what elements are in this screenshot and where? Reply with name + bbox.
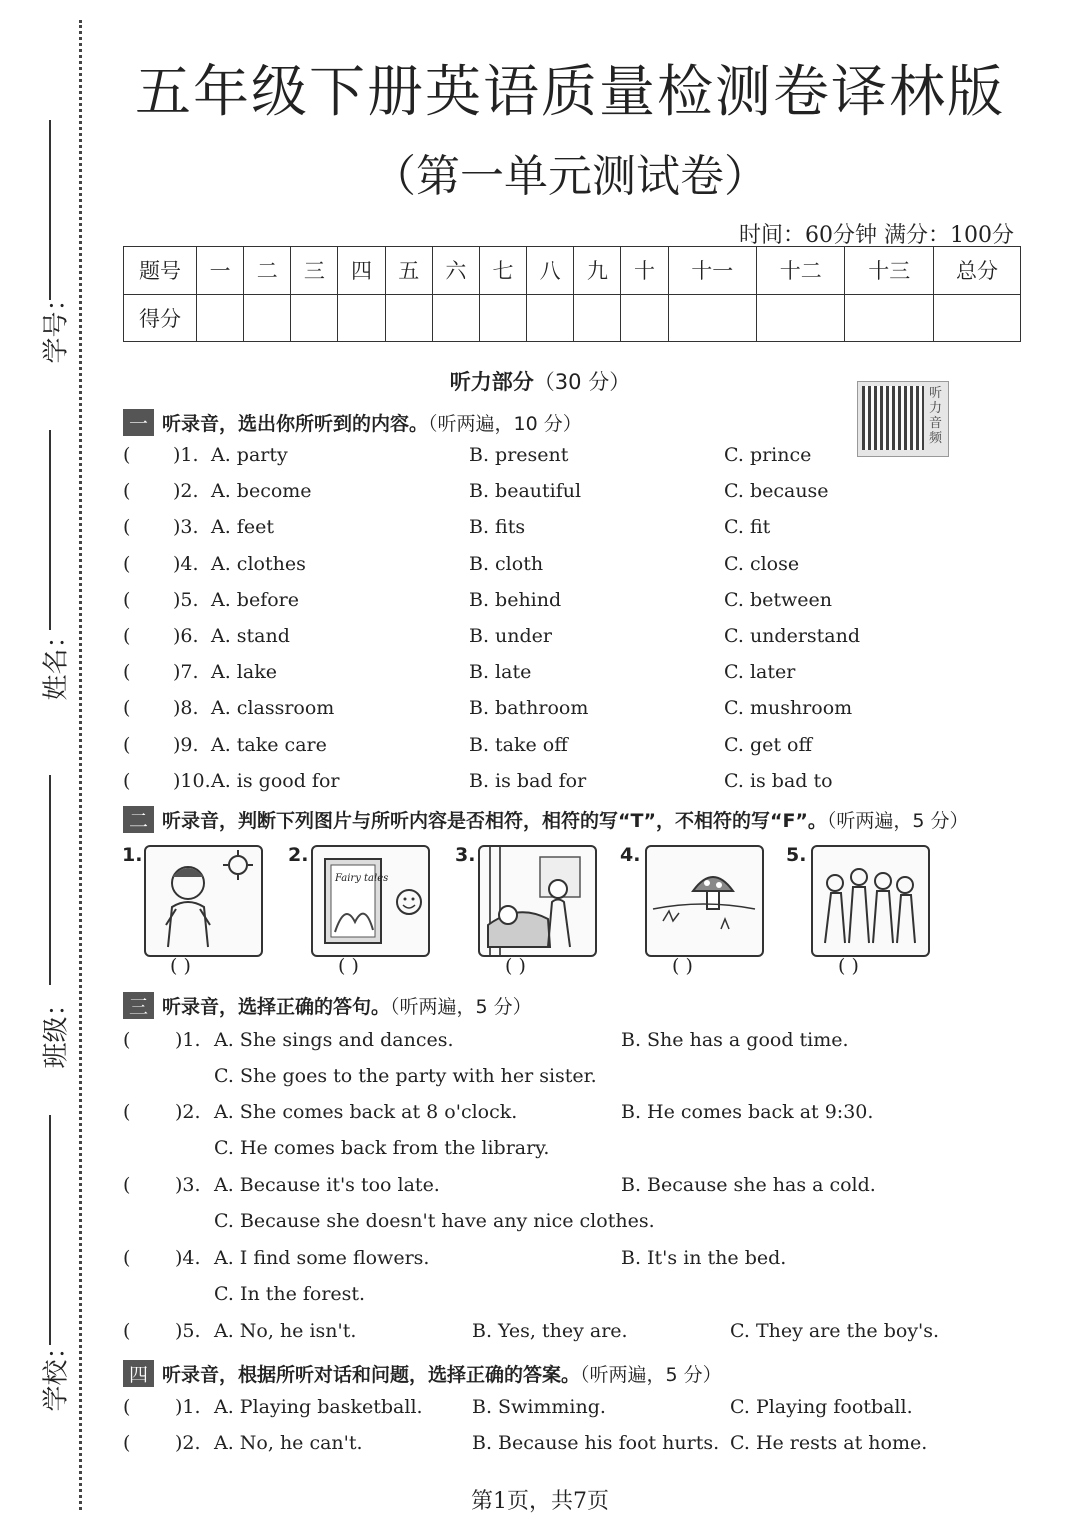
- option-b[interactable]: B. Because his foot hurts.: [472, 1432, 720, 1454]
- question-number: )5.: [175, 1320, 201, 1342]
- answer-paren[interactable]: (: [123, 697, 131, 720]
- picture-number: 1.: [122, 844, 143, 866]
- section-1-heading: [123, 409, 582, 436]
- score-header-cell: 五: [385, 247, 432, 295]
- option-b[interactable]: B. fits: [469, 516, 526, 539]
- option-a[interactable]: A. lake: [211, 661, 277, 684]
- option-a[interactable]: A. No, he can't.: [214, 1432, 363, 1454]
- score-cell[interactable]: [757, 294, 845, 342]
- picture-5-people-party: [811, 845, 930, 957]
- score-header-row: [124, 247, 1021, 295]
- name-field[interactable]: [14, 430, 74, 710]
- question-number: )6.: [173, 625, 199, 647]
- option-b[interactable]: B. He comes back at 9:30.: [621, 1101, 874, 1123]
- boy-cold-icon: [146, 847, 261, 955]
- option-c[interactable]: C. prince: [724, 444, 812, 466]
- mushroom-icon: [647, 847, 762, 955]
- answer-paren[interactable]: (: [123, 625, 131, 647]
- section-note: （听两遍，5 分）: [826, 810, 969, 832]
- question-row: [123, 697, 1023, 727]
- answer-paren[interactable]: (: [123, 1029, 131, 1051]
- option-a[interactable]: A. is good for: [211, 769, 340, 792]
- score-row-label: 得分: [124, 294, 197, 342]
- answer-paren[interactable]: (: [123, 769, 131, 792]
- question-number: )10.: [173, 769, 211, 792]
- option-c[interactable]: C. later: [724, 661, 796, 684]
- option-c[interactable]: C. They are the boy's.: [730, 1320, 940, 1342]
- question-number: )4.: [173, 552, 199, 575]
- section-note: （听两遍，5 分）: [580, 1364, 722, 1386]
- page-footer: 第1页，共7页: [471, 1489, 609, 1514]
- question-row: [123, 1247, 1023, 1305]
- question-row: [123, 1029, 1023, 1087]
- score-cell[interactable]: [845, 294, 934, 342]
- picture-number: 4.: [620, 844, 641, 866]
- picture-4-mushroom: [645, 845, 764, 957]
- school-label: 学校：: [41, 1333, 72, 1412]
- option-b[interactable]: B. cloth: [469, 552, 544, 575]
- option-a[interactable]: A. become: [211, 480, 312, 503]
- section-note: （听两遍，5 分）: [390, 996, 532, 1018]
- score-header-cell: 十一: [668, 247, 756, 295]
- option-b[interactable]: B. take off: [469, 733, 568, 756]
- picture-number: 2.: [288, 844, 309, 866]
- answer-paren[interactable]: (: [123, 588, 131, 611]
- section-title: 听录音，选择正确的答句。: [162, 996, 391, 1018]
- score-header-cell: 二: [244, 247, 291, 295]
- question-number: )1.: [175, 1029, 201, 1051]
- score-cell[interactable]: [338, 294, 385, 342]
- option-c[interactable]: C. is bad to: [724, 769, 833, 792]
- score-cell[interactable]: [668, 294, 756, 342]
- option-b[interactable]: B. She has a good time.: [621, 1029, 849, 1051]
- qr-code-icon: [862, 386, 924, 450]
- page-title: 五年级下册英语质量检测卷译林版: [135, 60, 1005, 125]
- option-b[interactable]: B. is bad for: [469, 769, 587, 792]
- option-c[interactable]: C. He comes back from the library.: [214, 1137, 550, 1159]
- question-number: )3.: [173, 516, 199, 539]
- class-label: 班级：: [41, 990, 72, 1069]
- question-row: [123, 1101, 1023, 1159]
- question-number: )3.: [175, 1174, 201, 1196]
- question-row: [123, 1174, 1023, 1232]
- name-line: [49, 430, 51, 630]
- section-tag: 一: [123, 409, 154, 436]
- question-number: )7.: [173, 661, 199, 684]
- question-number: )9.: [173, 733, 199, 756]
- page-subtitle: （第一单元测试卷）: [372, 151, 768, 202]
- score-header-cell: 题号: [124, 247, 197, 295]
- option-c[interactable]: C. understand: [724, 625, 861, 647]
- option-c[interactable]: C. close: [724, 552, 800, 575]
- picture-2-fairy-tales-book: [311, 845, 430, 957]
- score-cell[interactable]: [479, 294, 526, 342]
- option-a[interactable]: A. before: [211, 588, 300, 611]
- question-row: [123, 444, 1023, 474]
- name-label: 姓名：: [41, 622, 72, 701]
- option-a[interactable]: A. No, he isn't.: [214, 1320, 357, 1342]
- answer-paren[interactable]: (: [123, 444, 131, 466]
- answer-blank[interactable]: ( ): [672, 955, 693, 977]
- answer-paren[interactable]: (: [123, 733, 131, 756]
- option-a[interactable]: A. She comes back at 8 o'clock.: [214, 1101, 518, 1123]
- part-title-text: 听力部分: [449, 370, 534, 394]
- school-line: [49, 1115, 51, 1345]
- answer-paren[interactable]: (: [123, 661, 131, 684]
- score-cell[interactable]: [197, 294, 244, 342]
- picture-number: 3.: [455, 844, 476, 866]
- option-a[interactable]: A. stand: [211, 625, 290, 647]
- option-c[interactable]: C. Playing football.: [730, 1396, 913, 1418]
- score-header-cell: 十二: [757, 247, 845, 295]
- score-header-cell: 六: [432, 247, 479, 295]
- question-row: [123, 589, 1023, 619]
- option-c[interactable]: C. In the forest.: [214, 1283, 366, 1305]
- score-cell[interactable]: [244, 294, 291, 342]
- option-a[interactable]: A. feet: [211, 516, 274, 539]
- option-b[interactable]: B. bathroom: [469, 697, 589, 720]
- question-row: [123, 1396, 1023, 1426]
- score-value-row: [124, 294, 1021, 342]
- score-table: [123, 246, 1021, 342]
- option-a[interactable]: A. She sings and dances.: [214, 1029, 454, 1051]
- option-b[interactable]: B. behind: [469, 588, 562, 611]
- option-a[interactable]: A. Because it's too late.: [214, 1174, 440, 1196]
- option-a[interactable]: A. clothes: [211, 552, 306, 575]
- option-a[interactable]: A. classroom: [211, 697, 335, 720]
- section-tag: 二: [123, 806, 154, 833]
- option-b[interactable]: B. under: [469, 625, 553, 647]
- option-c[interactable]: C. get off: [724, 733, 812, 756]
- option-c[interactable]: C. Because she doesn't have any nice clothes.: [214, 1210, 655, 1232]
- option-c[interactable]: C. She goes to the party with her sister.: [214, 1065, 597, 1087]
- question-row: [123, 661, 1023, 691]
- question-row: [123, 1320, 1023, 1350]
- student-id-label: 学号：: [41, 285, 72, 364]
- section-4-heading: [123, 1360, 722, 1387]
- option-a[interactable]: A. I find some flowers.: [214, 1247, 430, 1269]
- question-row: [123, 1432, 1023, 1462]
- option-c[interactable]: C. He rests at home.: [730, 1432, 928, 1454]
- score-cell[interactable]: [621, 294, 668, 342]
- score-cell[interactable]: [527, 294, 574, 342]
- answer-blank[interactable]: ( ): [170, 955, 191, 977]
- question-number: )8.: [173, 697, 199, 720]
- answer-paren[interactable]: (: [123, 1174, 131, 1196]
- option-b[interactable]: B. Because she has a cold.: [621, 1174, 876, 1196]
- section-title: 听录音，选出你所听到的内容。: [162, 413, 429, 435]
- picture-number: 5.: [786, 844, 807, 866]
- score-header-cell: 九: [574, 247, 621, 295]
- answer-blank[interactable]: ( ): [338, 955, 359, 977]
- binding-dotted-line: [79, 20, 82, 1510]
- score-cell[interactable]: [432, 294, 479, 342]
- question-row: [123, 516, 1023, 546]
- answer-blank[interactable]: ( ): [505, 955, 526, 977]
- answer-paren[interactable]: (: [123, 552, 131, 575]
- picture-3-child-in-bed: [478, 845, 597, 957]
- option-b[interactable]: B. late: [469, 661, 532, 684]
- option-c[interactable]: C. fit: [724, 516, 771, 539]
- section-note: （听两遍，10 分）: [428, 413, 582, 435]
- school-field[interactable]: [14, 1115, 74, 1415]
- question-number: )4.: [175, 1247, 201, 1269]
- answer-blank[interactable]: ( ): [838, 955, 859, 977]
- answer-paren[interactable]: (: [123, 516, 131, 539]
- option-c[interactable]: C. because: [724, 480, 829, 503]
- score-header-cell: 十: [621, 247, 668, 295]
- time-info: 时间：60分钟 满分：100分: [739, 223, 1014, 248]
- people-group-icon: [813, 847, 928, 955]
- section-3-heading: [123, 992, 532, 1019]
- score-cell[interactable]: [934, 294, 1021, 342]
- score-header-cell: 一: [197, 247, 244, 295]
- score-header-cell: 总分: [934, 247, 1021, 295]
- question-row: [123, 553, 1023, 583]
- answer-paren[interactable]: (: [123, 1432, 131, 1454]
- answer-paren[interactable]: (: [123, 1396, 131, 1418]
- student-id-field[interactable]: [14, 120, 74, 400]
- score-header-cell: 四: [338, 247, 385, 295]
- option-a[interactable]: A. party: [211, 444, 288, 466]
- question-number: )1.: [175, 1396, 201, 1418]
- answer-paren[interactable]: (: [123, 1247, 131, 1269]
- option-c[interactable]: C. between: [724, 588, 832, 611]
- answer-paren[interactable]: (: [123, 1101, 131, 1123]
- score-header-cell: 八: [527, 247, 574, 295]
- class-line: [49, 775, 51, 985]
- section-title: 听录音，根据所听对话和问题，选择正确的答案。: [162, 1364, 581, 1386]
- section-2-heading: [123, 806, 969, 833]
- answer-paren[interactable]: (: [123, 480, 131, 503]
- section-tag: 四: [123, 1360, 154, 1387]
- question-number: )2.: [175, 1101, 201, 1123]
- fairy-tale-book-icon: [313, 847, 428, 955]
- option-b[interactable]: B. beautiful: [469, 480, 582, 503]
- option-b[interactable]: B. Swimming.: [472, 1396, 606, 1418]
- score-header-cell: 十三: [845, 247, 934, 295]
- section-title: 听录音，判断下列图片与所听内容是否相符，相符的写“T”，不相符的写“F”。: [162, 810, 827, 832]
- score-cell[interactable]: [291, 294, 338, 342]
- question-number: )5.: [173, 588, 199, 611]
- student-id-line: [49, 120, 51, 300]
- picture-1-boy-sick: [144, 845, 263, 957]
- question-row: [123, 734, 1023, 764]
- answer-paren[interactable]: (: [123, 1320, 131, 1342]
- score-cell[interactable]: [574, 294, 621, 342]
- question-number: )2.: [173, 480, 199, 503]
- question-row: [123, 770, 1023, 800]
- section-tag: 三: [123, 992, 154, 1019]
- part-points: （30 分）: [533, 370, 631, 394]
- qr-caption: 听力音频: [929, 386, 943, 446]
- score-cell[interactable]: [385, 294, 432, 342]
- question-row: [123, 625, 1023, 655]
- question-number: )1.: [173, 444, 199, 466]
- option-b[interactable]: B. It's in the bed.: [621, 1247, 787, 1269]
- option-b[interactable]: B. present: [469, 444, 569, 466]
- class-field[interactable]: [14, 775, 74, 1075]
- score-header-cell: 七: [479, 247, 526, 295]
- option-c[interactable]: C. mushroom: [724, 697, 853, 720]
- option-b[interactable]: B. Yes, they are.: [472, 1320, 628, 1342]
- option-a[interactable]: A. Playing basketball.: [214, 1396, 423, 1418]
- sick-in-bed-icon: [480, 847, 595, 955]
- question-number: )2.: [175, 1432, 201, 1454]
- question-row: [123, 480, 1023, 510]
- book-title-text: Fairy tales: [335, 873, 389, 884]
- score-header-cell: 三: [291, 247, 338, 295]
- option-a[interactable]: A. take care: [211, 733, 327, 756]
